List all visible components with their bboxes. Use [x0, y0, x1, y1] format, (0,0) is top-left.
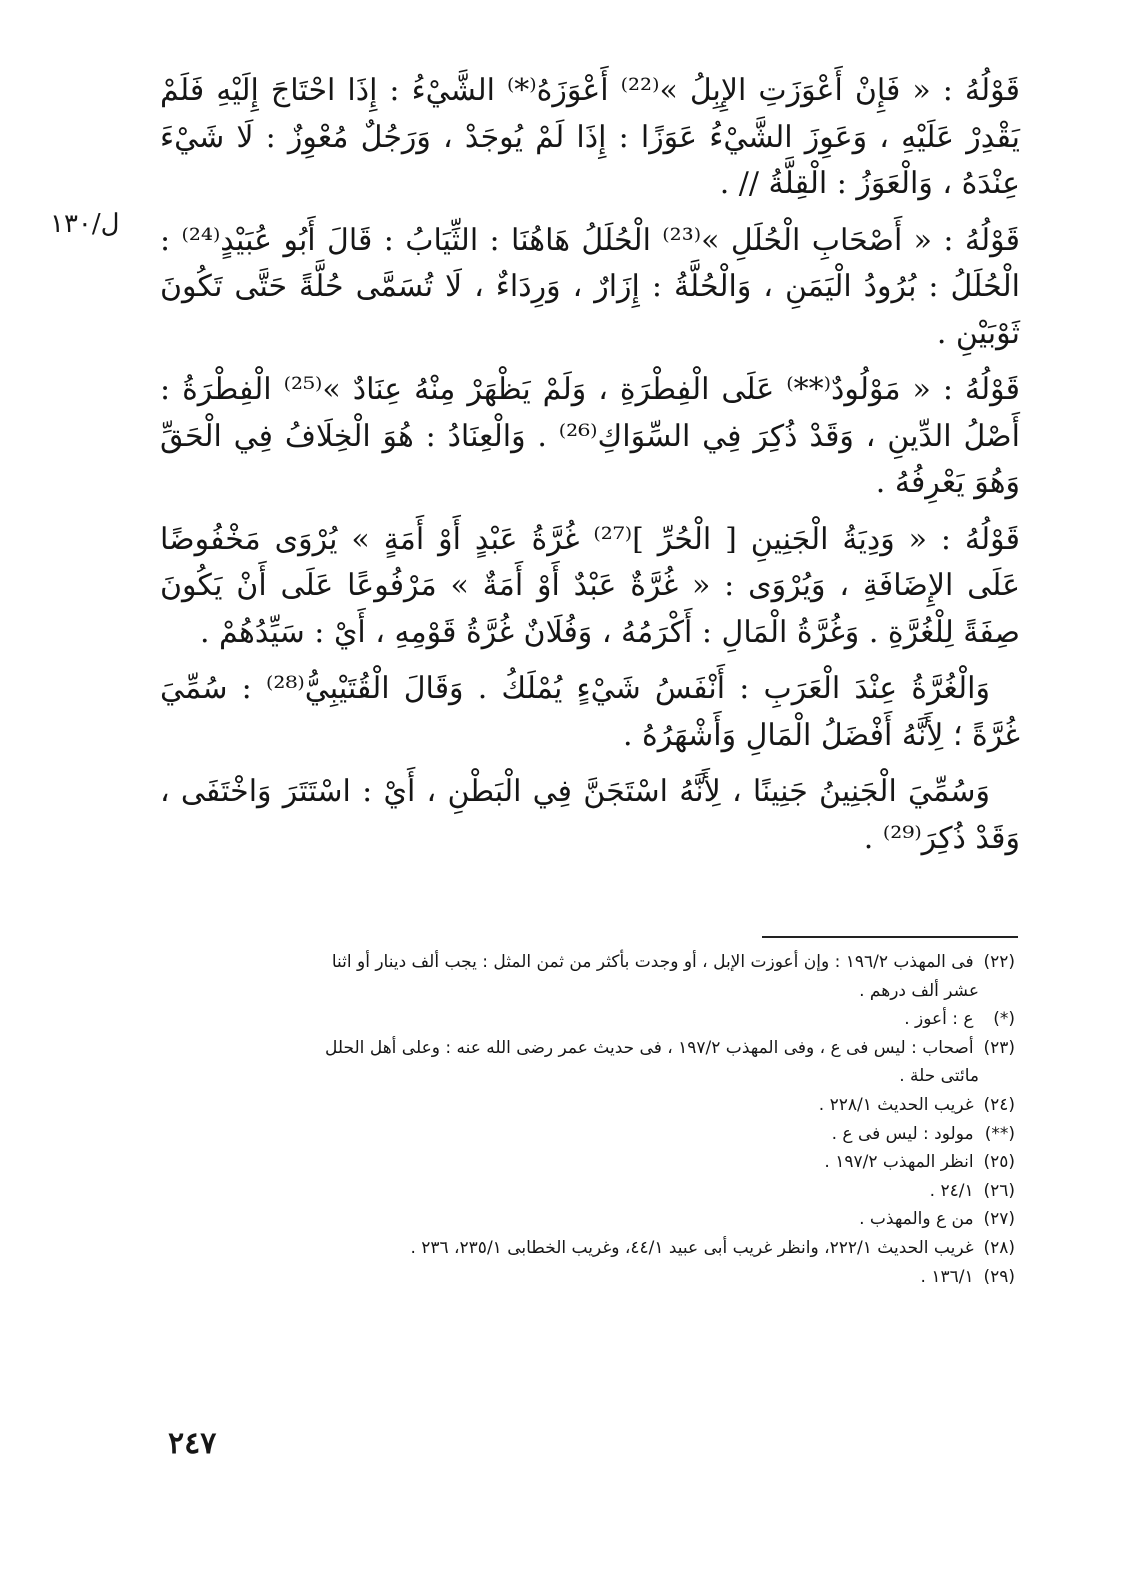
page-number: ٢٤٧: [168, 1426, 217, 1461]
footnote-separator: [762, 936, 1018, 938]
footnote-text: مولود : ليس فى ع .: [831, 1123, 974, 1144]
footnote-text: انظر المهذب ١٩٧/٢ .: [824, 1152, 974, 1173]
manuscript-folio-note: ل/١٣٠: [50, 209, 120, 239]
main-text: [160, 68, 1020, 872]
footnote: [160, 1091, 1015, 1120]
footnote-number: (٢٢): [983, 952, 1015, 972]
footnote-number: (٢٤): [983, 1094, 1015, 1115]
footnote-text: أصحاب : ليس فى ع ، وفى المهذب ١٩٧/٢ ، فى حديث عمر رضى الله عنه : وعلى أهل الحلل: [325, 1037, 974, 1058]
footnote-number: (**): [984, 1123, 1015, 1144]
footnote-number: (*): [993, 1009, 1015, 1030]
paragraph-ghurra: وَالْغُرَّةُ عِنْدَ الْعَرَبِ : أَنْفَسُ شَيْءٍ يُمْلَكُ . وَقَالَ الْقُتَيْبِيُّ⁽²⁸⁾ : سُمِّيَ غُرَّةً ؛ لِأَنَّهُ أَفْضَلُ الْمَالِ وَأَشْهَرُهُ .: [160, 671, 1020, 753]
paragraph-hulal: قَوْلُهُ : « أَصْحَابِ الْحُلَلِ »⁽²³⁾ الْحُلَلُ هَاهُنَا : الثِّيَابُ : قَالَ أَبُو عُبَيْدٍ⁽²⁴⁾ : الْحُلَلُ : بُرُودُ الْيَمَنِ ، وَالْحُلَّةُ : إِزَارٌ ، وَرِدَاءٌ ، لَا تُسَمَّى حُلَّةً حَتَّى تَكُونَ ثَوْبَيْنِ .: [160, 222, 1020, 351]
footnote: [160, 1005, 1015, 1034]
footnote-number: (٢٦): [983, 1180, 1015, 1201]
footnote: [160, 1234, 1015, 1263]
footnote-continuation: عشر ألف درهم .: [859, 980, 979, 1001]
footnote: [160, 1148, 1015, 1177]
footnote: [160, 1034, 1015, 1091]
footnote-text: من ع والمهذب .: [859, 1209, 974, 1230]
footnote-number: (٢٧): [983, 1209, 1015, 1230]
footnote: [160, 1120, 1015, 1149]
footnote-text: غريب الحديث ٢٢٨/١ .: [818, 1094, 974, 1115]
footnote: [160, 1263, 1015, 1292]
footnote-continuation: مائتى حلة .: [899, 1066, 979, 1087]
footnote-number: (٢٨): [983, 1237, 1015, 1258]
footnote-text: غريب الحديث ٢٢٢/١، وانظر غريب أبى عبيد ٤٤/١، وغريب الخطابى ٢٣٥/١، ٢٣٦ .: [410, 1237, 974, 1258]
paragraph-janin-name: وَسُمِّيَ الْجَنِينُ جَنِينًا ، لِأَنَّهُ اسْتَجَنَّ فِي الْبَطْنِ ، أَيْ : اسْتَتَرَ وَاخْتَفَى ، وَقَدْ ذُكِرَ⁽²⁹⁾ .: [160, 774, 1020, 856]
footnote-number: (٢٩): [983, 1266, 1015, 1287]
footnote-number: (٢٣): [983, 1037, 1015, 1058]
footnote-text: فى المهذب ١٩٦/٢ : وإن أعوزت الإبل ، أو وجدت بأكثر من ثمن المثل : يجب ألف دينار أو اثنا: [331, 952, 974, 972]
paragraph-awazat: قَوْلُهُ : « فَإِنْ أَعْوَزَتِ الإِبِلُ »⁽²²⁾ أَعْوَزَهُ⁽*⁾ الشَّيْءُ : إِذَا احْتَاجَ إِلَيْهِ فَلَمْ يَقْدِرْ عَلَيْهِ ، وَعَوِزَ الشَّيْءُ عَوَزًا : إِذَا لَمْ يُوجَدْ ، وَرَجُلٌ مُعْوِزٌ : لَا شَيْءَ عِنْدَهُ ، وَالْعَوَزُ : الْقِلَّةُ // .: [160, 73, 1020, 201]
footnote: [160, 1205, 1015, 1234]
paragraph-fitra: قَوْلُهُ : « مَوْلُودٌ⁽**⁾ عَلَى الْفِطْرَةِ ، وَلَمْ يَظْهَرْ مِنْهُ عِنَادٌ »⁽²⁵⁾ الْفِطْرَةُ : أَصْلُ الدِّينِ ، وَقَدْ ذُكِرَ فِي السِّوَاكِ⁽²⁶⁾ . وَالْعِنَادُ : هُوَ الْخِلَافُ فِي الْحَقِّ وَهُوَ يَعْرِفُهُ .: [160, 372, 1020, 500]
footnote-text: ع : أعوز .: [904, 1009, 974, 1030]
footnote-number: (٢٥): [983, 1152, 1015, 1173]
paragraph-janin: قَوْلُهُ : « وَدِيَةُ الْجَنِينِ [ الْحُرِّ ]⁽²⁷⁾ غُرَّةُ عَبْدٍ أَوْ أَمَةٍ » يُرْوَى مَخْفُوضًا عَلَى الإِضَافَةِ ، وَيُرْوَى : « غُرَّةٌ عَبْدٌ أَوْ أَمَةٌ » مَرْفُوعًا عَلَى أَنْ يَكُونَ صِفَةً لِلْغُرَّةِ . وَغُرَّةُ الْمَالِ : أَكْرَمُهُ ، وَفُلَانٌ غُرَّةُ قَوْمِهِ ، أَيْ : سَيِّدُهُمْ .: [160, 521, 1020, 650]
footnote-text: ١٣٦/١ .: [920, 1266, 974, 1287]
footnote-text: ٢٤/١ .: [929, 1180, 974, 1201]
footnote: [160, 948, 1015, 1005]
footnotes: [160, 948, 1015, 1291]
footnote: [160, 1177, 1015, 1206]
